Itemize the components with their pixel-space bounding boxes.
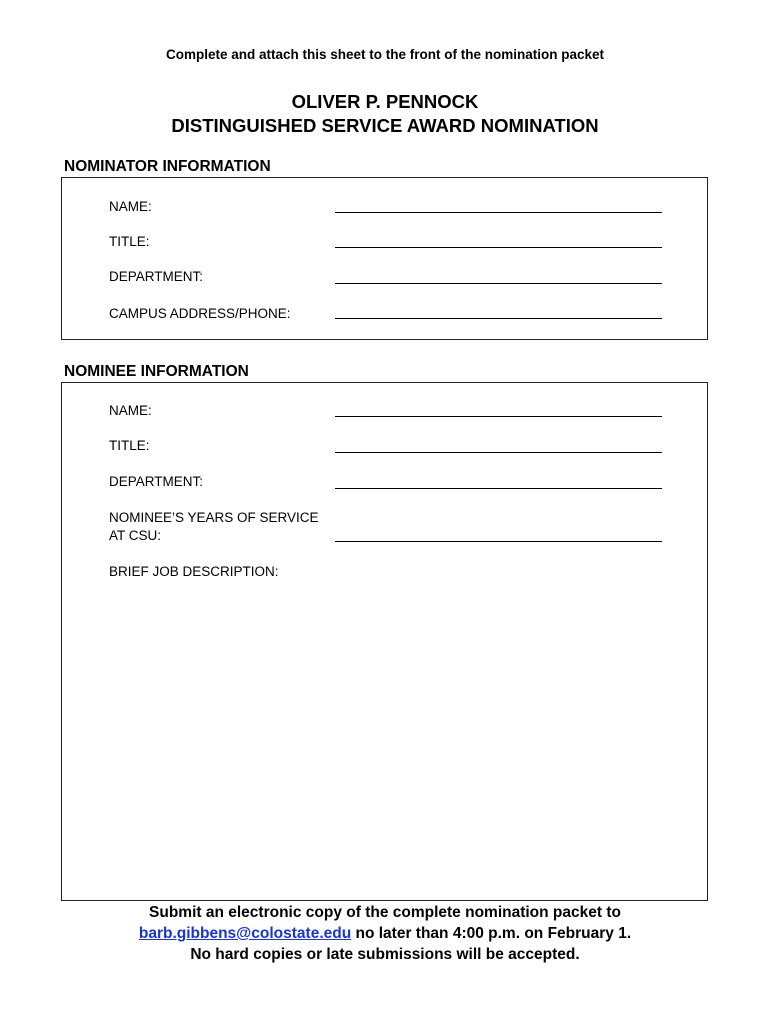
submission-instructions bbox=[0, 902, 770, 965]
nominee-years-of-service-field[interactable] bbox=[335, 541, 662, 542]
nominee-name-field[interactable] bbox=[335, 416, 662, 417]
nominee-name-label: NAME: bbox=[109, 403, 152, 418]
nominator-department-label: DEPARTMENT: bbox=[109, 269, 204, 284]
nominator-campus-address-phone-label: CAMPUS ADDRESS/PHONE: bbox=[109, 306, 291, 321]
nominee-years-of-service-label-line-2: AT CSU: bbox=[109, 528, 162, 543]
nominee-department-field[interactable] bbox=[335, 488, 662, 489]
nominator-name-label: NAME: bbox=[109, 199, 152, 214]
nominator-box bbox=[61, 177, 708, 340]
submission-line-2 bbox=[0, 923, 770, 944]
nominator-name-field[interactable] bbox=[335, 212, 662, 213]
form-title-line-1: OLIVER P. PENNOCK bbox=[291, 91, 479, 112]
nominator-heading: NOMINATOR INFORMATION bbox=[64, 158, 271, 175]
submission-deadline-text: no later than 4:00 p.m. on February 1. bbox=[351, 925, 632, 942]
form-title-line-2: DISTINGUISHED SERVICE AWARD NOMINATION bbox=[171, 115, 599, 136]
nominee-department-label: DEPARTMENT: bbox=[109, 474, 204, 489]
nominator-title-field[interactable] bbox=[335, 247, 662, 248]
nominator-title-label: TITLE: bbox=[109, 234, 150, 249]
nominee-years-of-service-label bbox=[109, 509, 319, 545]
submission-line-3: No hard copies or late submissions will be accepted. bbox=[190, 946, 580, 963]
brief-job-description-area[interactable] bbox=[109, 588, 659, 888]
form-title bbox=[0, 90, 770, 138]
instruction-text: Complete and attach this sheet to the front of the nomination packet bbox=[165, 47, 605, 62]
nominator-campus-address-phone-field[interactable] bbox=[335, 318, 662, 319]
email-link[interactable]: barb.gibbens@colostate.edu bbox=[138, 925, 352, 942]
submission-line-1: Submit an electronic copy of the complete nomination packet to bbox=[149, 904, 621, 921]
nominee-heading: NOMINEE INFORMATION bbox=[64, 363, 249, 380]
nominator-department-field[interactable] bbox=[335, 283, 662, 284]
nominee-years-of-service-label-line-1: NOMINEE’S YEARS OF SERVICE bbox=[109, 510, 319, 525]
nominee-title-field[interactable] bbox=[335, 452, 662, 453]
nominee-title-label: TITLE: bbox=[109, 438, 150, 453]
nominee-box bbox=[61, 382, 708, 901]
brief-job-description-label: BRIEF JOB DESCRIPTION: bbox=[109, 564, 279, 579]
